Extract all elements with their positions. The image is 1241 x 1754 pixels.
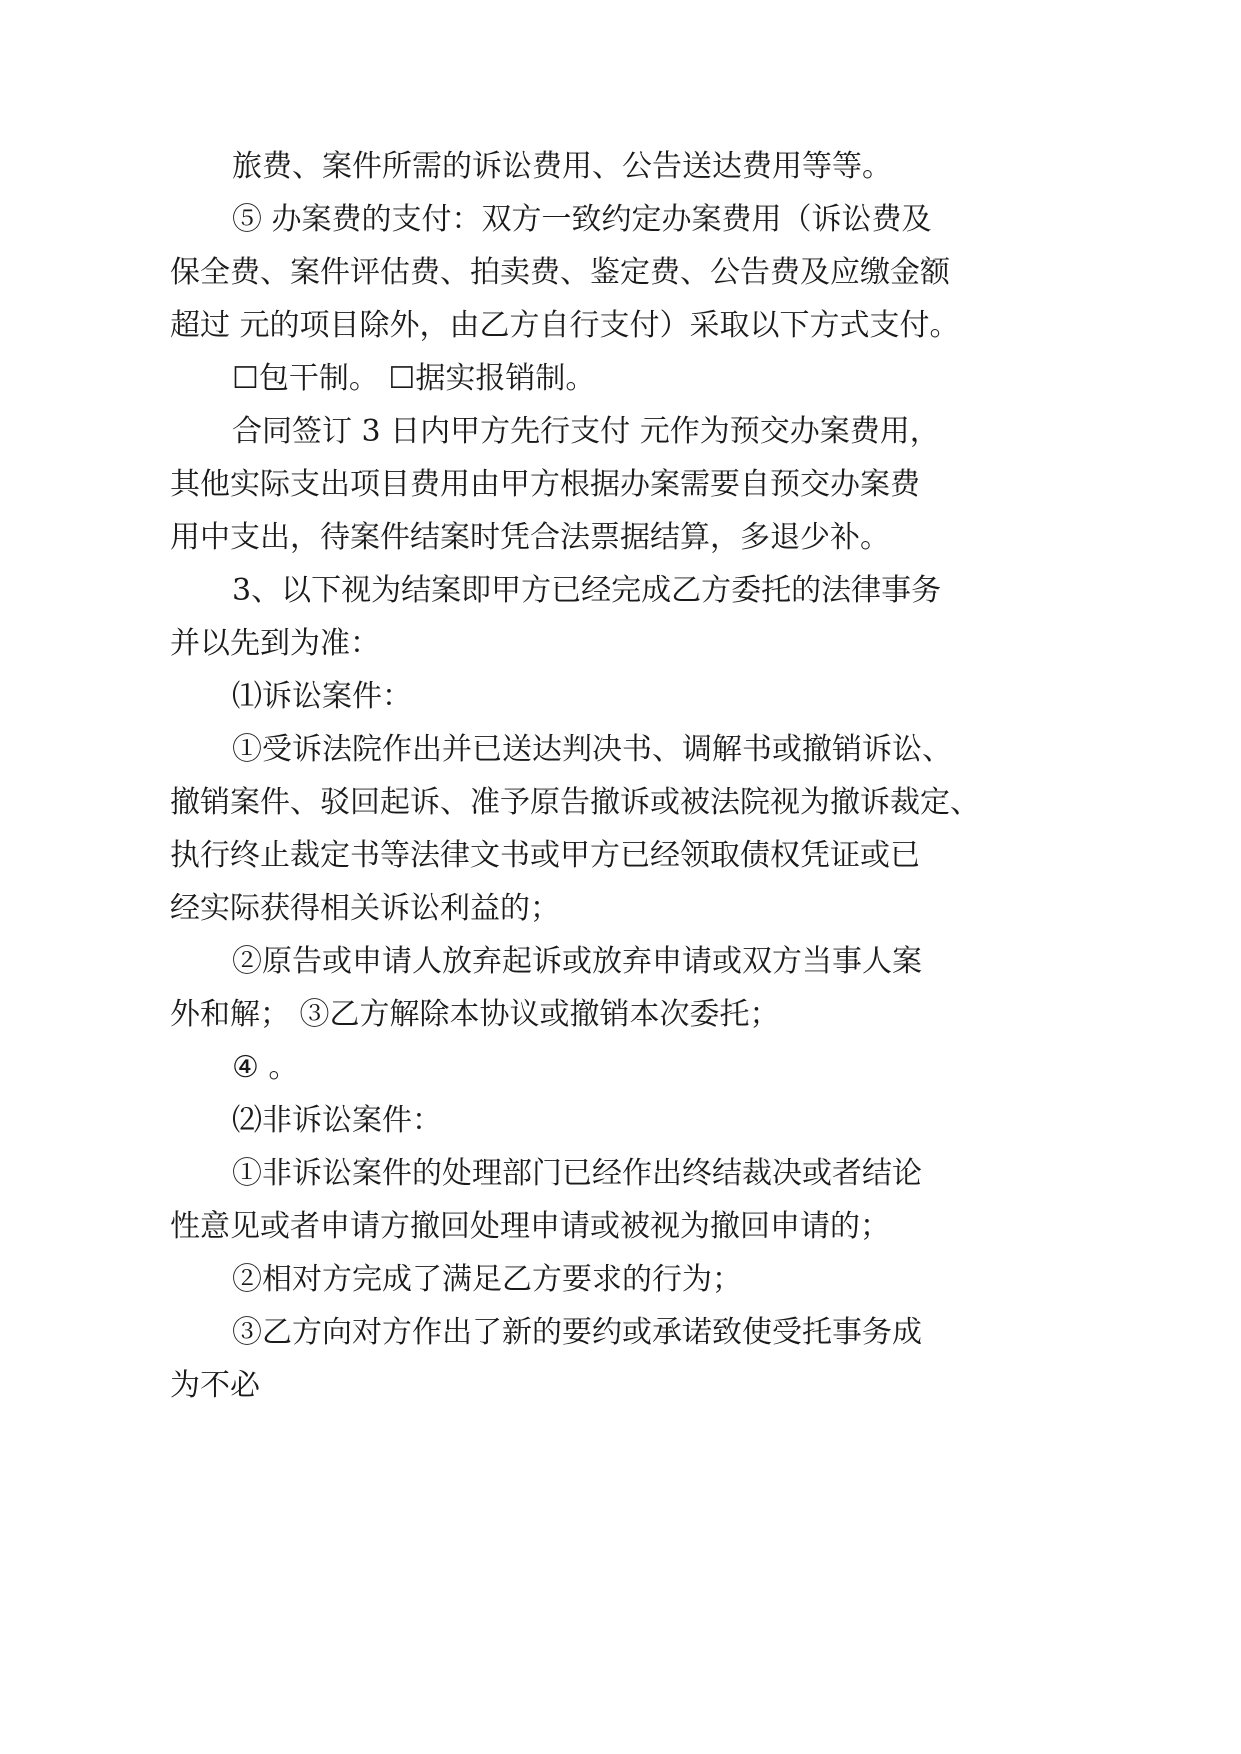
paragraph-line: 撤销案件、驳回起诉、准予原告撤诉或被法院视为撤诉裁定、 [170,785,980,820]
paragraph-line: 经实际获得相关诉讼利益的； [170,891,560,926]
section-heading: ⑵非诉讼案件： [232,1103,442,1138]
paragraph-line: 3、以下视为结案即甲方已经完成乙方委托的法律事务 [232,573,942,608]
paragraph-line: 并以先到为准： [170,626,380,661]
paragraph-line: 外和解； ③乙方解除本协议或撤销本次委托； [170,997,780,1032]
paragraph-line: 保全费、案件评估费、拍卖费、鉴定费、公告费及应缴金额 [170,255,950,290]
paragraph-line: 合同签订 3 日内甲方先行支付 元作为预交办案费用， [232,414,940,449]
paragraph-line: 为不必 [170,1368,260,1403]
paragraph-line: ③乙方向对方作出了新的要约或承诺致使受托事务成 [232,1315,922,1350]
paragraph-line: ①非诉讼案件的处理部门已经作出终结裁决或者结论 [232,1156,922,1191]
paragraph-line: 超过 元的项目除外，由乙方自行支付）采取以下方式支付。 [170,308,960,343]
checkbox-line: ☐包干制。 ☐据实报销制。 [232,361,596,396]
paragraph-line: ⑤ 办案费的支付：双方一致约定办案费用（诉讼费及 [232,202,932,237]
paragraph-line: 用中支出，待案件结案时凭合法票据结算，多退少补。 [170,520,890,555]
paragraph-line: 旅费、案件所需的诉讼费用、公告送达费用等等。 [232,149,892,184]
paragraph-line: ②原告或申请人放弃起诉或放弃申请或双方当事人案 [232,944,922,979]
paragraph-line: 性意见或者申请方撤回处理申请或被视为撤回申请的； [170,1209,890,1244]
paragraph-line: 其他实际支出项目费用由甲方根据办案需要自预交办案费 [170,467,920,502]
paragraph-line: ②相对方完成了满足乙方要求的行为； [232,1262,742,1297]
paragraph-line: ①受诉法院作出并已送达判决书、调解书或撤销诉讼、 [232,732,952,767]
paragraph-line: 执行终止裁定书等法律文书或甲方已经领取债权凭证或已 [170,838,920,873]
section-heading: ⑴诉讼案件： [232,679,412,714]
paragraph-line: ④ 。 [232,1050,299,1085]
